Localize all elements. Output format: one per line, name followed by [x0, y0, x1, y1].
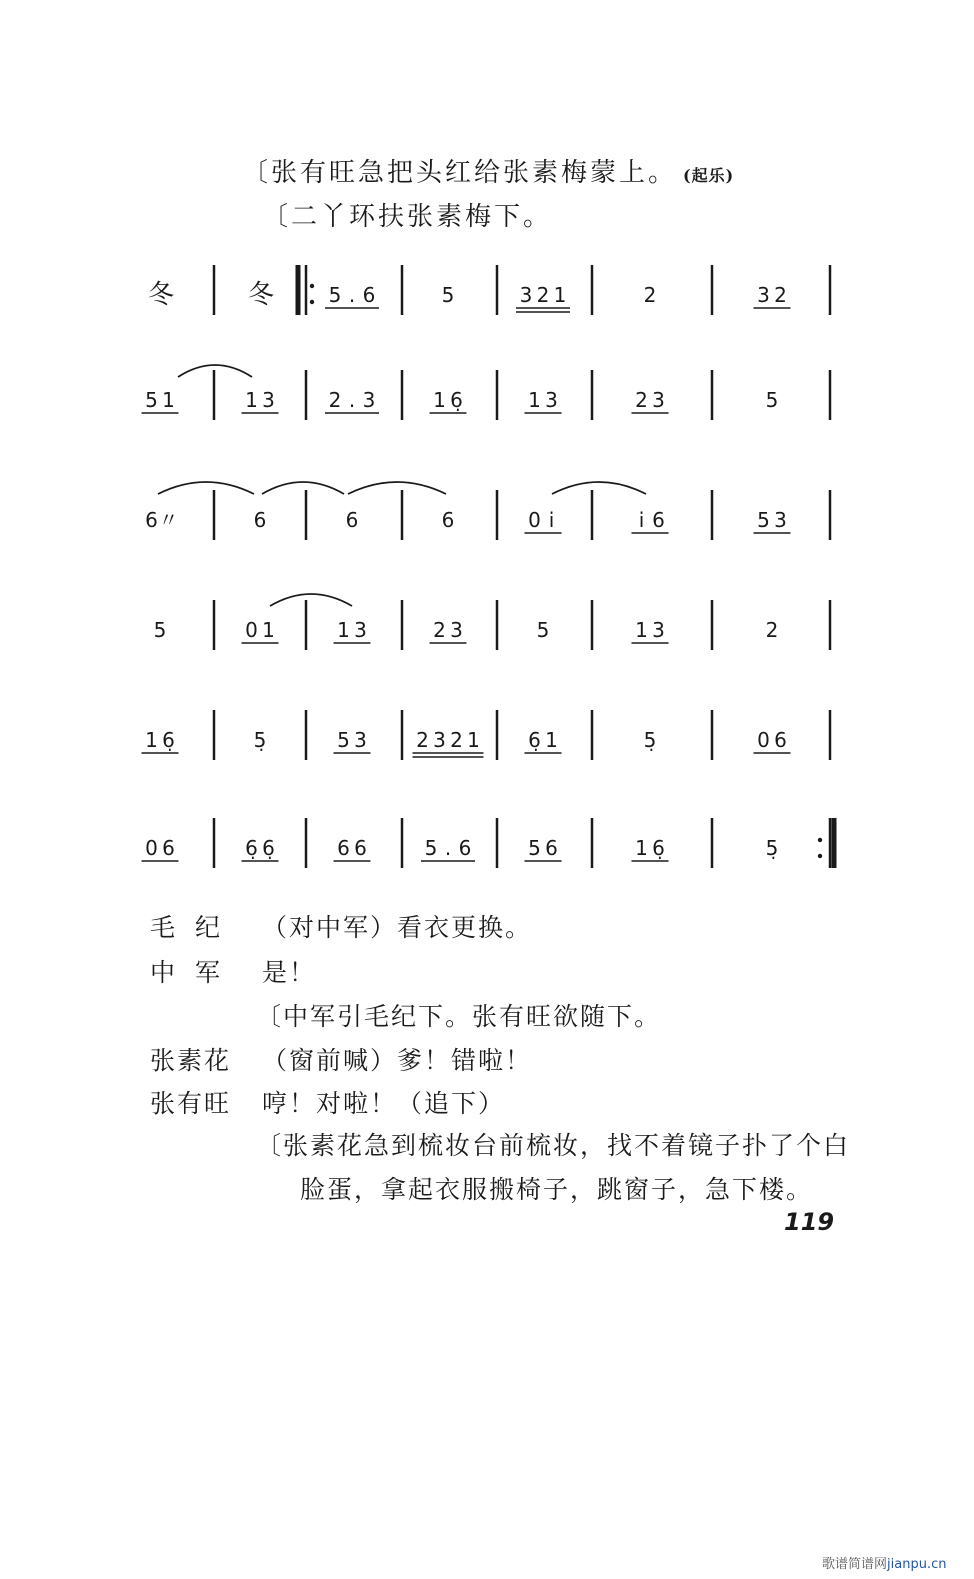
speaker-mao-ji: 毛纪 [150, 913, 241, 942]
score-note: 6̣ [450, 388, 463, 412]
score-note: 6̣ [245, 836, 258, 860]
tie-arc [348, 482, 446, 494]
stage-direction-4: 〔张素花急到梳妆台前梳妆，找不着镜子扑了个白 [256, 1131, 851, 1160]
score-note: 0 [145, 836, 158, 860]
score-note: 1 [245, 388, 258, 412]
score-note: 3 [519, 283, 533, 307]
page-number: 119 [784, 1208, 835, 1236]
score-note: 2 [774, 283, 787, 307]
score-note: 6 [441, 508, 455, 532]
score-note: 3 [545, 388, 558, 412]
score-note: 6 [253, 508, 267, 532]
score-note: 2 [433, 618, 446, 642]
score-note: 3 [354, 728, 367, 752]
score-note: i [548, 508, 555, 532]
score-note: 5̣ [765, 836, 779, 860]
repeat-start-dot [310, 300, 314, 304]
watermark-url: jianpu.cn [887, 1557, 947, 1572]
score-note: 2 [765, 618, 779, 642]
score-note: 1 [337, 618, 350, 642]
score-note: 5 [328, 283, 342, 307]
score-note: 0 [528, 508, 541, 532]
score-note: 6 [774, 728, 787, 752]
score-note: 2 [643, 283, 657, 307]
score-note: 5̣ [643, 728, 657, 752]
score-note: 5 [441, 283, 455, 307]
score-note: 1 [635, 836, 648, 860]
score-note: 6 [354, 836, 367, 860]
score-note: 6 [337, 836, 350, 860]
speaker-zhang-youwang: 张有旺 [150, 1089, 232, 1118]
score-note: 3 [652, 388, 665, 412]
score-note: 2 [416, 728, 429, 752]
score-note: i [638, 508, 645, 532]
score-note: 6 [345, 508, 359, 532]
watermark-site: 歌谱简谱网 [822, 1557, 888, 1572]
score-note: . [348, 283, 356, 307]
score-note: 6 [362, 283, 376, 307]
score-note: . [444, 836, 452, 860]
score-note: 6 [545, 836, 558, 860]
score-note: 0 [757, 728, 770, 752]
score-note: 2 [635, 388, 648, 412]
score-note: 3 [757, 283, 770, 307]
tie-arc [262, 482, 344, 494]
score-note: 5 [337, 728, 350, 752]
repeat-start-dot [310, 284, 314, 288]
score-note: 6̣ [652, 836, 665, 860]
line-mao-ji: （对中军）看衣更换。 [262, 913, 533, 942]
tie-arc [270, 594, 352, 606]
score-note: 0 [245, 618, 258, 642]
score-note: 6̣ [162, 728, 175, 752]
score-note: 3 [774, 508, 787, 532]
score-note: 1 [162, 388, 175, 412]
score-note: 6̣ [528, 728, 541, 752]
score-hanzi: 冬 [248, 280, 275, 310]
score-note: 1 [635, 618, 648, 642]
score-note: 1 [553, 283, 567, 307]
score-note: . [348, 388, 356, 412]
score-note: 2 [450, 728, 463, 752]
score-note: 5 [153, 618, 167, 642]
stage-direction-1-text: 〔张有旺急把头红给张素梅蒙上。 [242, 158, 678, 188]
score-note: 1 [545, 728, 558, 752]
score-note: 5 [145, 388, 158, 412]
score-note: 1 [262, 618, 275, 642]
score-note: 5 [765, 388, 779, 412]
score-note: 3 [433, 728, 446, 752]
score-note: 1 [145, 728, 158, 752]
repeat-end-dot [818, 854, 822, 858]
tie-arc [158, 482, 254, 494]
score-note: 3 [354, 618, 367, 642]
score-note: 3 [262, 388, 275, 412]
score-note: 5 [757, 508, 770, 532]
stage-direction-3: 〔中军引毛纪下。张有旺欲随下。 [256, 1002, 662, 1031]
score-note: 3 [652, 618, 665, 642]
score-note: 6 [145, 508, 158, 532]
line-zhang-youwang: 哼！对啦！（追下） [262, 1089, 506, 1118]
stage-direction-2: 〔二丫环扶张素梅下。 [262, 202, 553, 232]
repeat-end-dot [818, 838, 822, 842]
score-note: 1 [467, 728, 480, 752]
stage-direction-4-cont: 脸蛋，拿起衣服搬椅子，跳窗子，急下楼。 [300, 1175, 814, 1204]
score-note: 2 [536, 283, 550, 307]
speaker-zhang-suhua: 张素花 [150, 1046, 232, 1075]
score-note: 6 [162, 836, 175, 860]
score-note: 3 [450, 618, 463, 642]
score-note: 6 [652, 508, 665, 532]
tie-arc [552, 482, 646, 494]
score-note: 1 [433, 388, 446, 412]
score-note: 1 [528, 388, 541, 412]
stage-direction-1-note: (起乐) [683, 166, 735, 185]
score-note: 5̣ [253, 728, 267, 752]
score-note: 6 [458, 836, 472, 860]
line-zhang-suhua: （窗前喊）爹！错啦！ [262, 1046, 533, 1075]
score-note: 5 [536, 618, 550, 642]
score-note: 〃 [158, 508, 179, 532]
score-note: 3 [362, 388, 376, 412]
score-note: 5 [528, 836, 541, 860]
watermark [822, 1553, 946, 1572]
line-zhong-jun: 是！ [262, 958, 317, 987]
score-note: 2 [328, 388, 342, 412]
speaker-zhong-jun: 中军 [150, 958, 241, 987]
score-note: 5 [424, 836, 438, 860]
score-hanzi: 冬 [148, 280, 175, 310]
score-note: 6̣ [262, 836, 275, 860]
